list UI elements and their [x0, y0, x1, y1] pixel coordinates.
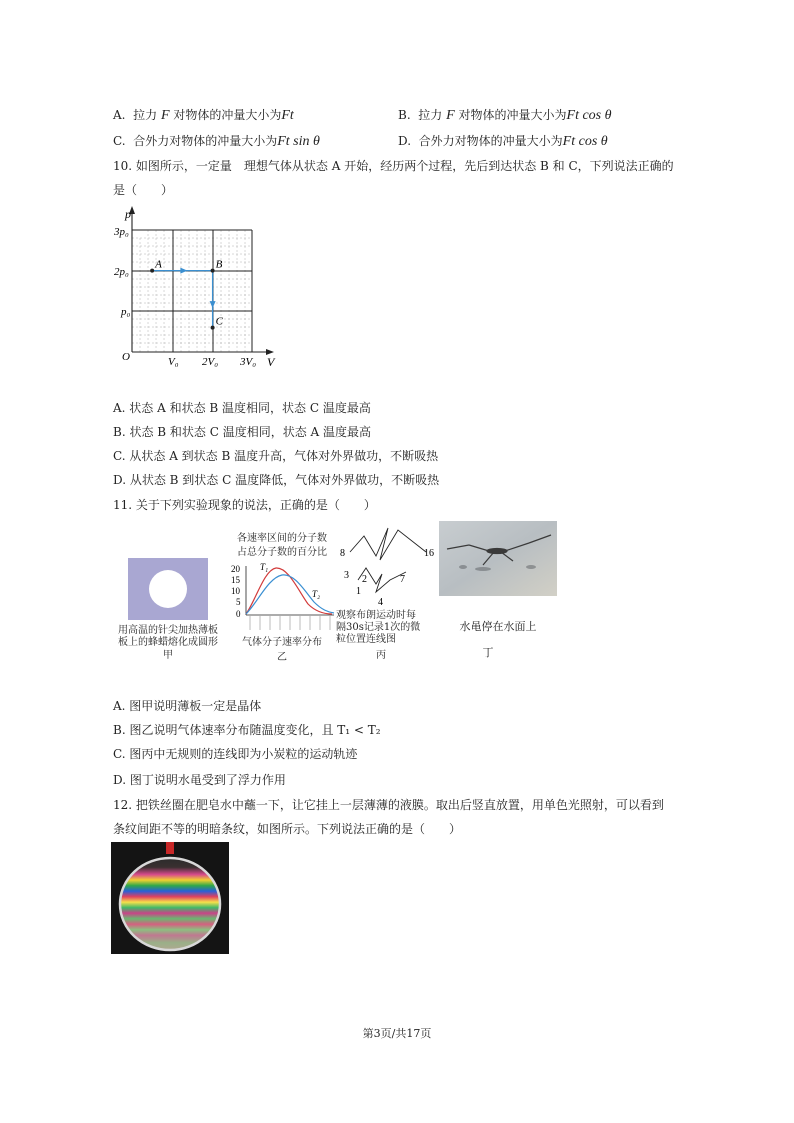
- fig-jia-plate: [128, 558, 208, 620]
- q10-stem-line1: 10. 如图所示，一定量 理想气体从状态 A 开始，经历两个过程，先后到达状态 B 和 C，下列说法正确的: [113, 159, 674, 173]
- v-axis-label: V: [267, 355, 275, 369]
- q9-option-a: A. 拉力 F 对物体的冲量大小为Ft: [113, 108, 294, 123]
- q10-option-a: A. 状态 A 和状态 B 温度相同，状态 C 温度最高: [113, 401, 371, 415]
- yi-tick-5: 5: [236, 597, 241, 607]
- q10-option-b: B. 状态 B 和状态 C 温度相同，状态 A 温度最高: [113, 425, 372, 439]
- bing-num-16: 16: [424, 548, 434, 559]
- bing-num-3: 3: [344, 570, 349, 581]
- yi-tick-0: 0: [236, 609, 241, 619]
- q11-option-a: A. 图甲说明薄板一定是晶体: [113, 699, 262, 713]
- bing-num-7: 7: [400, 574, 405, 585]
- yi-tick-15: 15: [231, 575, 240, 585]
- yi-tick-20: 20: [231, 564, 240, 574]
- yi-x-ticks: [250, 616, 330, 630]
- q10-stem-line2: 是（ ）: [113, 183, 174, 197]
- fig-ding-label: 丁: [482, 646, 494, 659]
- t1-label: T₁: [260, 562, 269, 572]
- fig-bing-caption2: 隔30s记录1次的微: [336, 622, 421, 633]
- brownian-path-upper: [350, 528, 426, 560]
- q12-stem-line2: 条纹间距不等的明暗条纹，如图所示。下列说法正确的是（ ）: [113, 822, 462, 836]
- state-point-a: [150, 269, 154, 273]
- fig-bing-path: [338, 520, 438, 610]
- fig-yi-title2: 占总分子数的百分比: [237, 547, 327, 558]
- bing-num-2: 2: [362, 574, 367, 585]
- fig-bing-caption1: 观察布朗运动时每: [336, 610, 416, 621]
- fig-ding-caption: 水黾停在水面上: [459, 620, 537, 633]
- state-label-a: A: [155, 258, 162, 271]
- fig-jia-label: 甲: [163, 650, 173, 661]
- q10-option-c: C. 从状态 A 到状态 B 温度升高，气体对外界做功，不断吸热: [113, 449, 439, 463]
- q9-option-b: B. 拉力 F 对物体的冲量大小为Ft cos θ: [398, 108, 612, 123]
- fig-bing-caption3: 粒位置连线图: [336, 634, 396, 645]
- x-tick-2v0: 2V₀: [202, 356, 219, 368]
- state-point-c: [211, 326, 215, 330]
- q9-option-c: C. 合外力对物体的冲量大小为Ft sin θ: [113, 134, 320, 149]
- fig-yi-title1: 各速率区间的分子数: [237, 533, 327, 544]
- page-footer: 第3页/共17页: [362, 1027, 432, 1040]
- q11-option-b: B. 图乙说明气体速率分布随温度变化，且 T₁ < T₂: [113, 723, 381, 737]
- fig-yi-xlabel: 气体分子速率分布: [242, 637, 322, 648]
- q11-option-d: D. 图丁说明水黾受到了浮力作用: [113, 773, 286, 787]
- state-label-c: C: [215, 315, 223, 328]
- yi-tick-10: 10: [231, 586, 240, 596]
- q10-pv-graph: [112, 202, 287, 374]
- x-tick-3v0: 3V₀: [240, 356, 257, 368]
- fig-yi-chart: [228, 560, 338, 640]
- melted-wax-circle: [149, 570, 187, 608]
- x-tick-v0: V₀: [168, 356, 179, 368]
- origin-label: O: [122, 351, 130, 363]
- fig-jia-caption2: 板上的蜂蜡熔化成圆形: [118, 637, 218, 648]
- bing-num-1: 1: [356, 586, 361, 597]
- y-tick-3p0: 3p₀: [114, 226, 129, 238]
- state-point-b: [211, 269, 215, 273]
- fig-yi-label: 乙: [277, 652, 287, 663]
- state-label-b: B: [215, 258, 223, 271]
- bing-num-8: 8: [340, 548, 345, 559]
- q11-stem: 11. 关于下列实验现象的说法，正确的是（ ）: [113, 498, 376, 512]
- p-axis-label: p: [125, 207, 131, 221]
- t2-label: T₂: [312, 589, 321, 599]
- curve-t2: [246, 575, 334, 614]
- q10-option-d: D. 从状态 B 到状态 C 温度降低，气体对外界做功，不断吸热: [113, 473, 440, 487]
- q9-option-d: D. 合外力对物体的冲量大小为Ft cos θ: [398, 134, 608, 149]
- q11-option-c: C. 图丙中无规则的连线即为小炭粒的运动轨迹: [113, 747, 358, 761]
- soap-film-photo: [111, 842, 229, 954]
- bing-num-4: 4: [378, 597, 383, 608]
- arrow-a-to-b: [180, 268, 187, 274]
- pv-axes: [132, 210, 270, 352]
- fig-jia-caption1: 用高温的针尖加热薄板: [118, 625, 218, 636]
- fig-ding-photo: [439, 521, 557, 596]
- y-tick-2p0: 2p₀: [114, 266, 129, 278]
- q12-stem-line1: 12. 把铁丝圈在肥皂水中蘸一下，让它挂上一层薄薄的液膜。取出后竖直放置，用单色光照射，可以看到: [113, 798, 664, 812]
- pv-fine-grid: [132, 230, 252, 352]
- fig-bing-label: 丙: [376, 650, 386, 661]
- arrow-b-to-c: [210, 301, 216, 308]
- red-clip: [166, 842, 174, 854]
- y-tick-p0: p₀: [121, 306, 131, 318]
- pv-major-grid: [132, 230, 252, 352]
